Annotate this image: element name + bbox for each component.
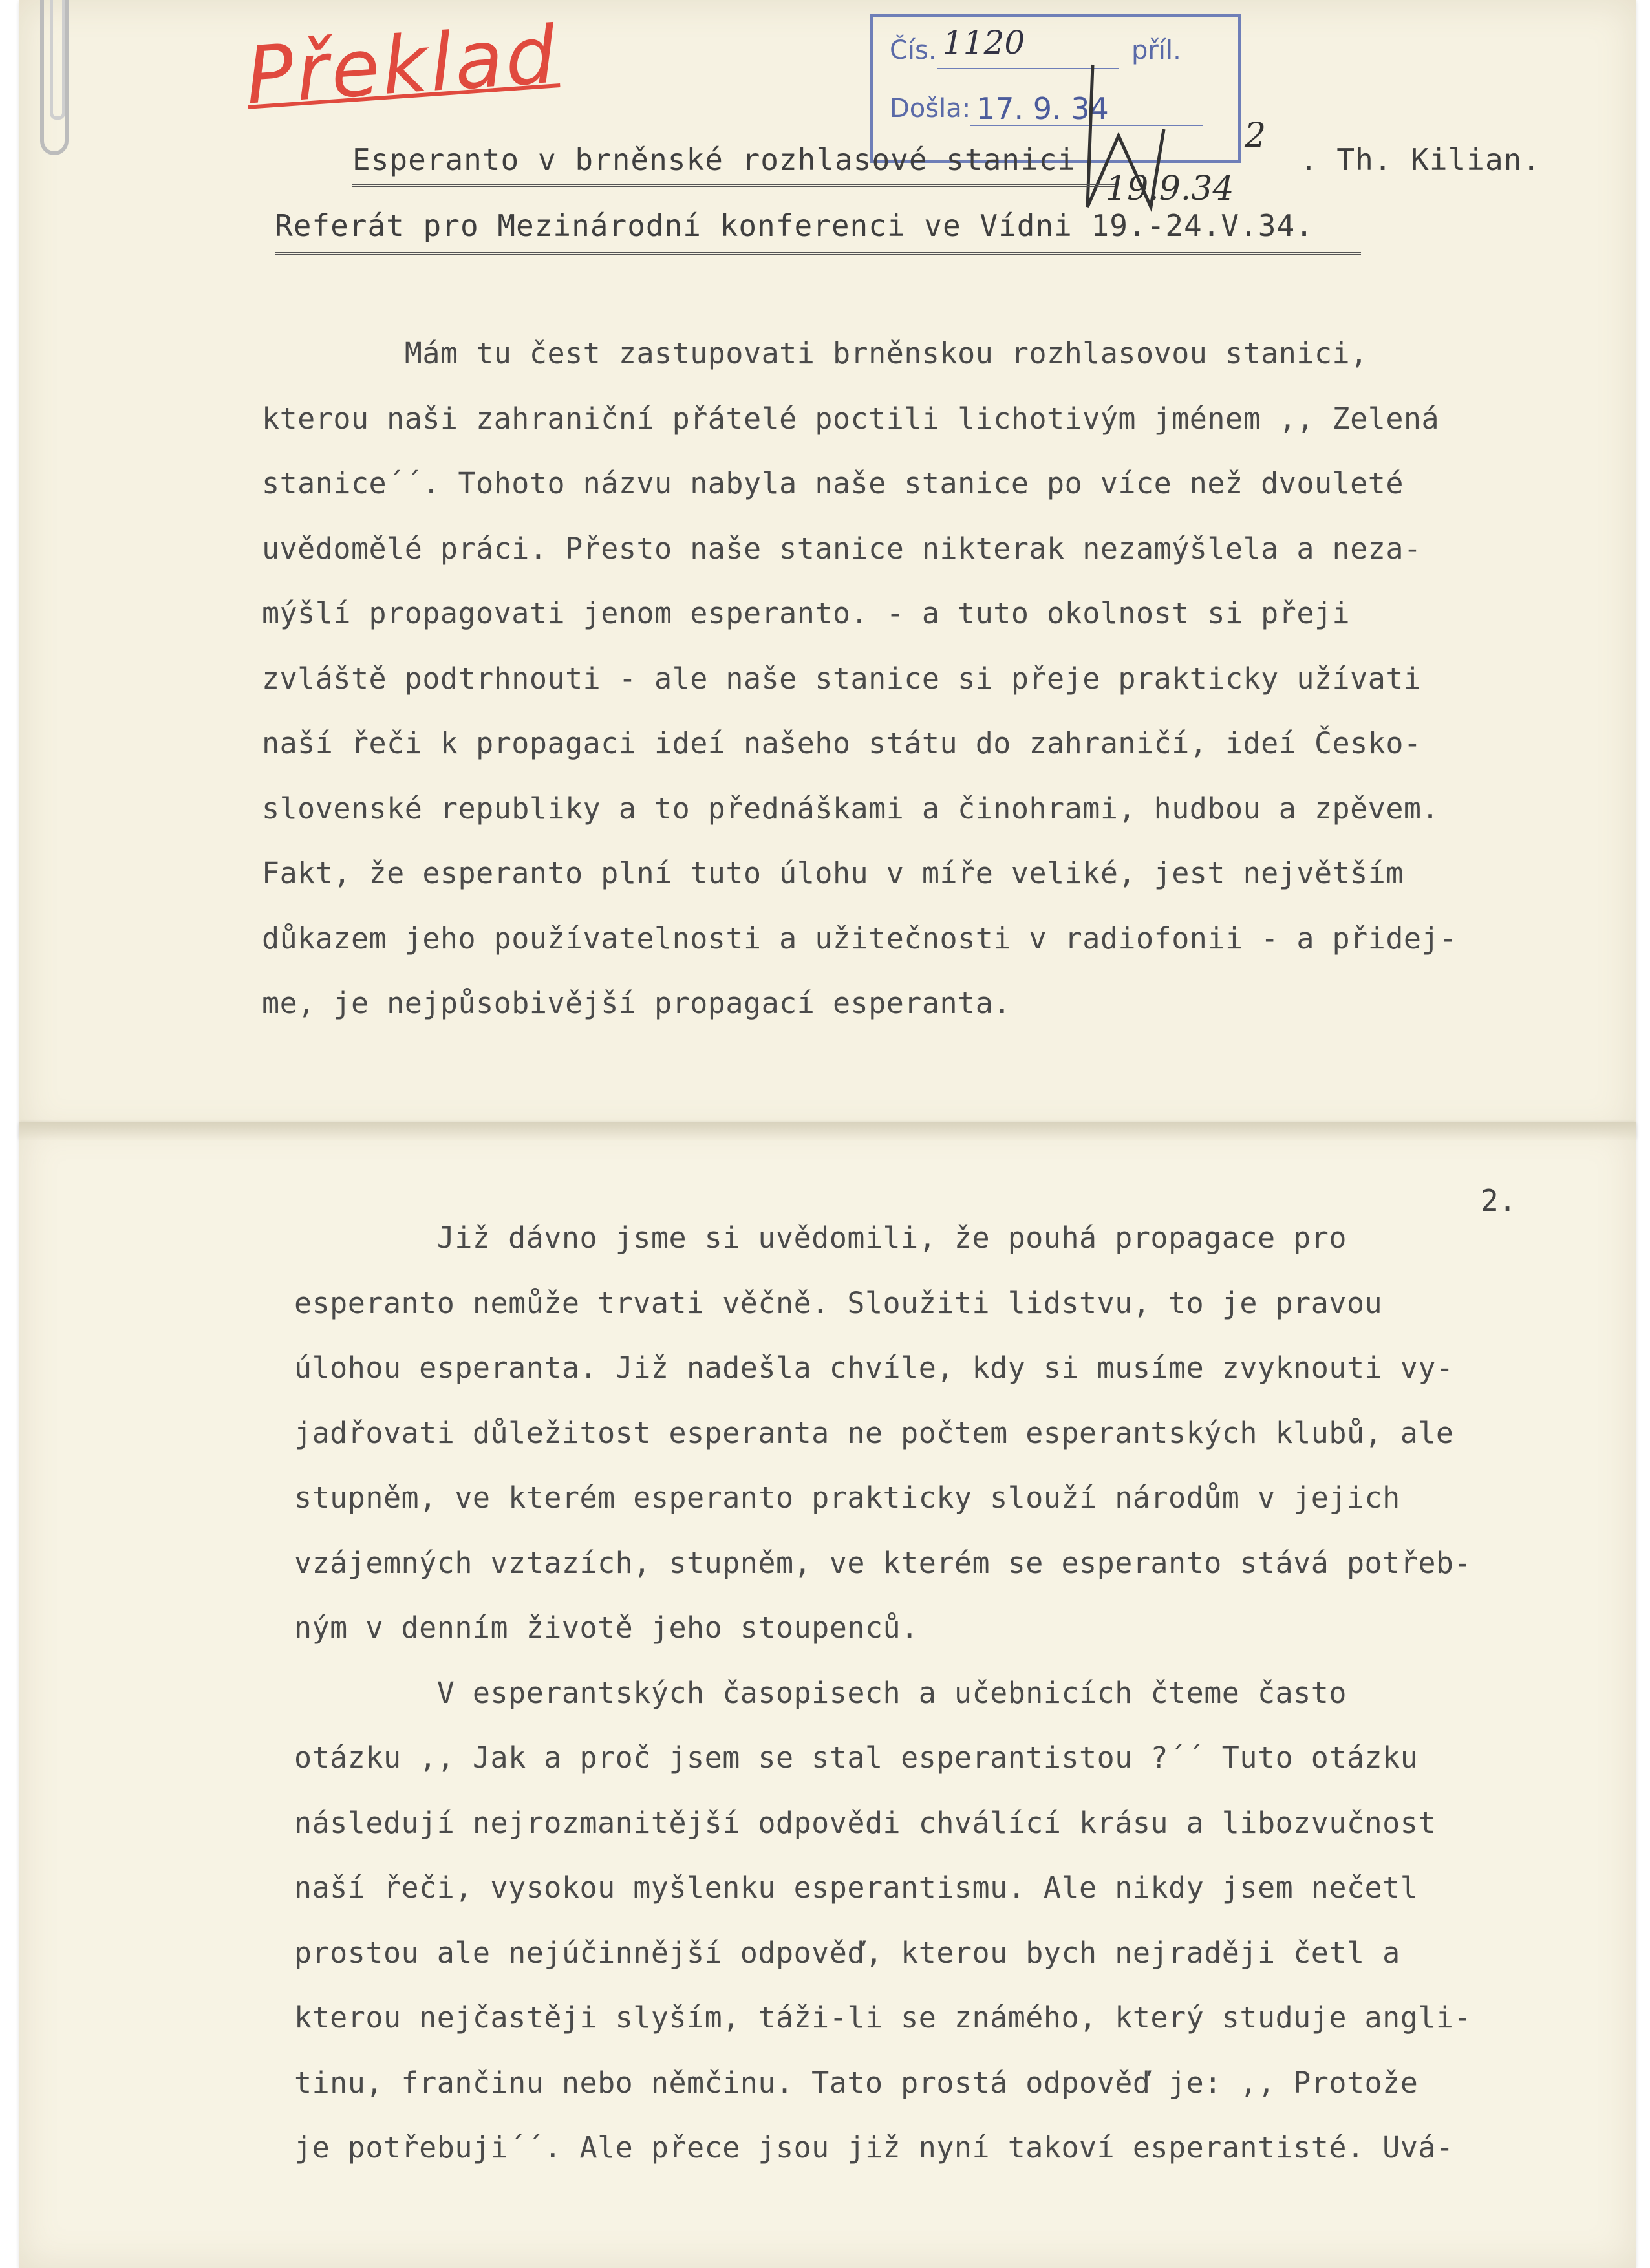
text-line: vzájemných vztazích, stupněm, ve kterém se esperanto stává potřeb- (294, 1545, 1472, 1580)
text-line: me, je nejpůsobivější propagací esperanta. (262, 986, 1011, 1020)
text-line: důkazem jeho používatelnosti a užitečnosti v radiofonii - a přidej- (262, 921, 1457, 956)
text-line: naší řeči k propagaci ideí našeho státu do zahraničí, ideí Česko- (262, 726, 1422, 760)
cis-value: 1120 (943, 24, 1025, 61)
pril-label: příl. (1131, 36, 1181, 65)
handwritten-date: 19.9.34 (1106, 169, 1234, 208)
handwritten-mark: 2 (1245, 116, 1267, 155)
dosla-value: 17. 9. 34 (976, 91, 1109, 126)
text-line: Fakt, že esperanto plní tuto úlohu v míře veliké, jest největším (262, 856, 1404, 890)
registration-stamp (870, 14, 1241, 163)
header-underline-1 (352, 184, 1115, 187)
text-line: Již dávno jsme si uvědomili, že pouhá propagace pro (294, 1221, 1347, 1255)
preklad-stamp: Překlad (242, 8, 561, 122)
text-line: úlohou esperanta. Již nadešla chvíle, kdy si musíme zvyknouti vy- (294, 1351, 1454, 1385)
text-line: prostou ale nejúčinnější odpověď, kterou bych nejraději četl a (294, 1935, 1400, 1970)
text-line: uvědomělé práci. Přesto naše stanice nikterak nezamýšlela a neza- (262, 531, 1422, 566)
text-line: esperanto nemůže trvati věčně. Sloužiti lidstvu, to je pravou (294, 1285, 1383, 1320)
header-subtitle: Referát pro Mezinárodní konferenci ve Vídni 19.-24.V.34. (275, 208, 1314, 243)
text-line: je potřebuji´´. Ale přece jsou již nyní takoví esperantisté. Uvá- (294, 2130, 1454, 2165)
text-line: jadřovati důležitost esperanta ne počtem esperantských klubů, ale (294, 1415, 1454, 1450)
text-line: následují nejrozmanitější odpovědi chválící krásu a libozvučnost (294, 1805, 1436, 1840)
text-line: ným v denním životě jeho stoupenců. (294, 1610, 919, 1645)
header-underline-2 (275, 252, 1361, 255)
text-line: kterou nejčastěji slyším, táži-li se známého, který studuje angli- (294, 2000, 1472, 2035)
text-line: mýšlí propagovati jenom esperanto. - a tuto okolnost si přeji (262, 596, 1351, 630)
text-line: V esperantských časopisech a učebnicích čteme často (294, 1675, 1347, 1710)
text-line: otázku ,, Jak a proč jsem se stal esperantistou ?´´ Tuto otázku (294, 1740, 1419, 1775)
dosla-label: Došla: (890, 94, 971, 123)
paperclip-icon (40, 0, 69, 155)
text-line: tinu, frančinu nebo němčinu. Tato prostá odpověď je: ,, Protože (294, 2065, 1419, 2100)
header-author: . Th. Kilian. (1300, 142, 1541, 177)
cis-label: Čís. (890, 36, 937, 65)
paper-fold-shadow (19, 1122, 1636, 1141)
header-title: Esperanto v brněnské rozhlasové stanici (352, 142, 1077, 177)
text-line: zvláště podtrhnouti - ale naše stanice si přeje prakticky užívati (262, 661, 1422, 696)
page-number: 2. (1481, 1183, 1517, 1218)
text-line: stanice´´. Tohoto názvu nabyla naše stanice po více než dvouleté (262, 466, 1404, 500)
text-line: kterou naši zahraniční přátelé poctili lichotivým jménem ,, Zelená (262, 401, 1440, 436)
text-line: naší řeči, vysokou myšlenku esperantismu. Ale nikdy jsem nečetl (294, 1870, 1419, 1905)
text-line: Mám tu čest zastupovati brněnskou rozhlasovou stanici, (262, 336, 1368, 370)
text-line: slovenské republiky a to přednáškami a činohrami, hudbou a zpěvem. (262, 791, 1440, 826)
text-line: stupněm, ve kterém esperanto prakticky slouží národům v jejich (294, 1481, 1400, 1515)
